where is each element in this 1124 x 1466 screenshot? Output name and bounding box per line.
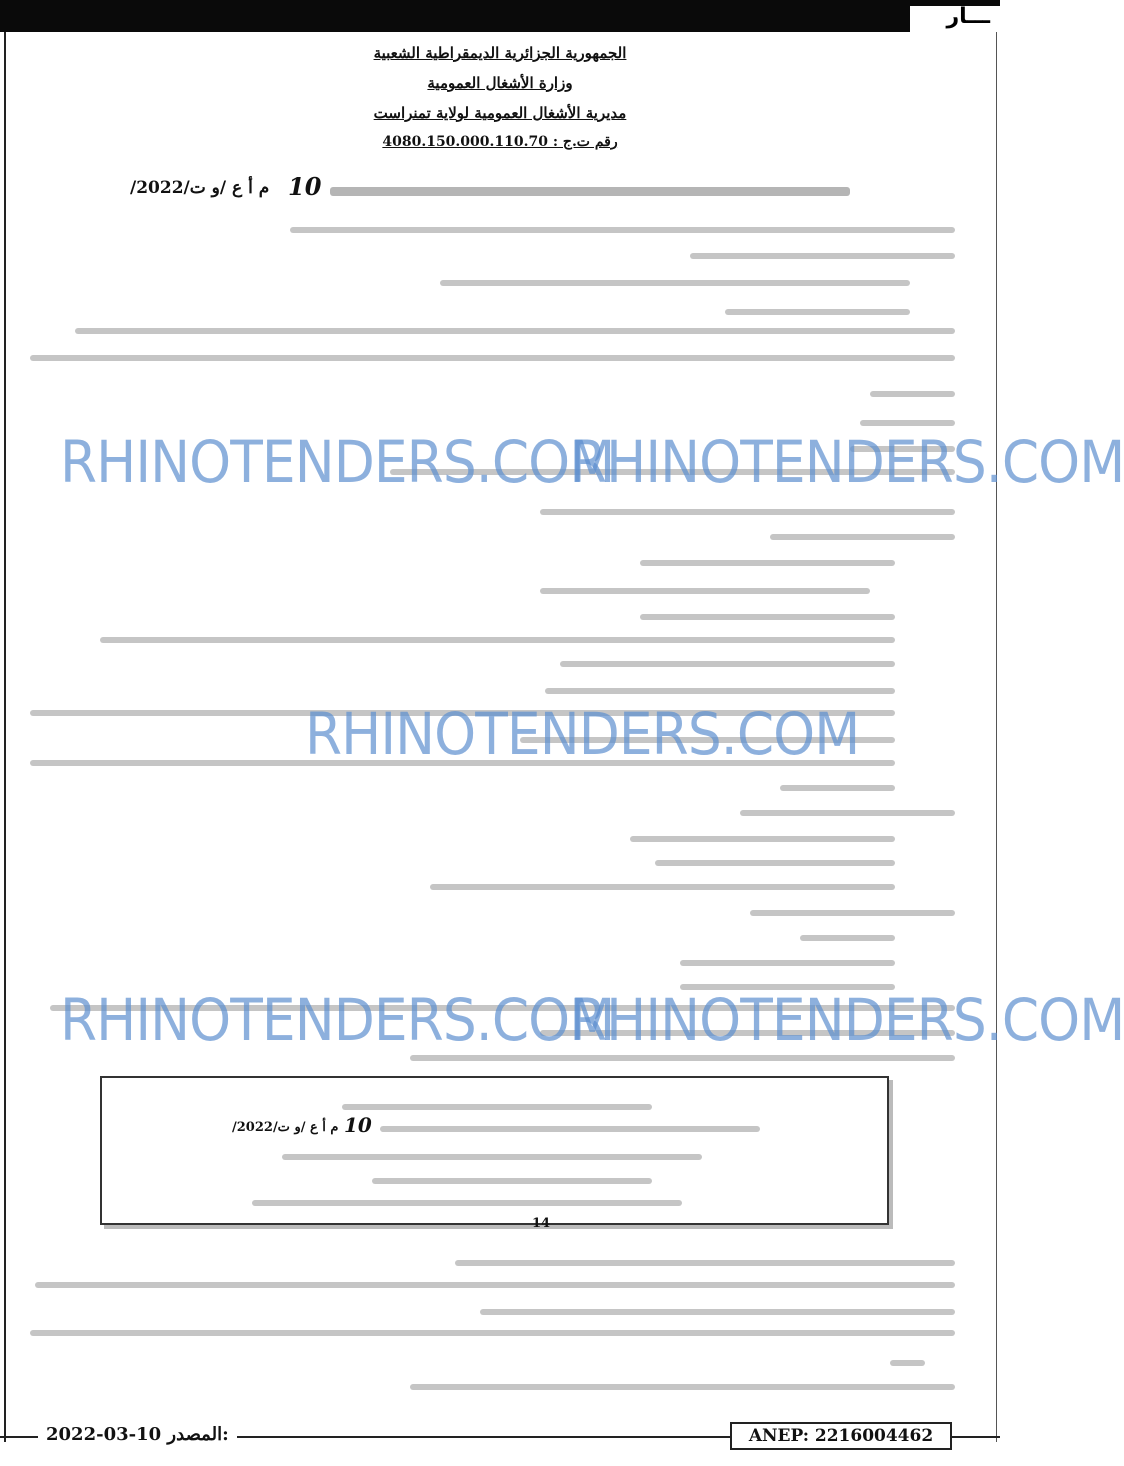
watermark-4: RHINOTENDERS.COM	[60, 986, 615, 1054]
box-title	[232, 1113, 762, 1140]
notice-title	[130, 172, 850, 204]
anep-reference: ANEP: 2216004462	[730, 1422, 952, 1450]
watermark-3: RHINOTENDERS.COM	[305, 700, 860, 768]
title-text-placeholder	[330, 187, 850, 196]
source-date	[38, 1424, 237, 1445]
header-republic: الجمهورية الجزائرية الديمقراطية الشعبية	[373, 44, 627, 62]
header-nif: رقم ت.ج : 4080.150.000.110.70	[382, 134, 618, 150]
source-date-value: 2022-03-10	[46, 1424, 162, 1445]
title-ref: 10	[288, 172, 322, 201]
box-ref-suffix: /م أ ع /و ت/2022	[232, 1120, 339, 1135]
top-bar	[0, 0, 1000, 32]
header-directorate: مديرية الأشغال العمومية لولاية تمنراست	[373, 104, 627, 122]
watermark-2: RHINOTENDERS.COM	[570, 428, 1124, 496]
header-ministry: وزارة الأشغال العمومية	[427, 74, 573, 92]
envelope-label-box	[100, 1076, 889, 1231]
top-bar-tab-label: ـــار	[946, 4, 990, 29]
source-label: المصدر:	[167, 1424, 229, 1445]
watermark-1: RHINOTENDERS.COM	[60, 428, 615, 496]
watermark-5: RHINOTENDERS.COM	[570, 986, 1124, 1054]
box-ref: 10	[344, 1113, 372, 1137]
box-lot: 14	[532, 1216, 551, 1231]
title-ref-suffix: /م أ ع /و ت/2022	[130, 178, 270, 198]
top-bar-tab	[910, 6, 1000, 32]
